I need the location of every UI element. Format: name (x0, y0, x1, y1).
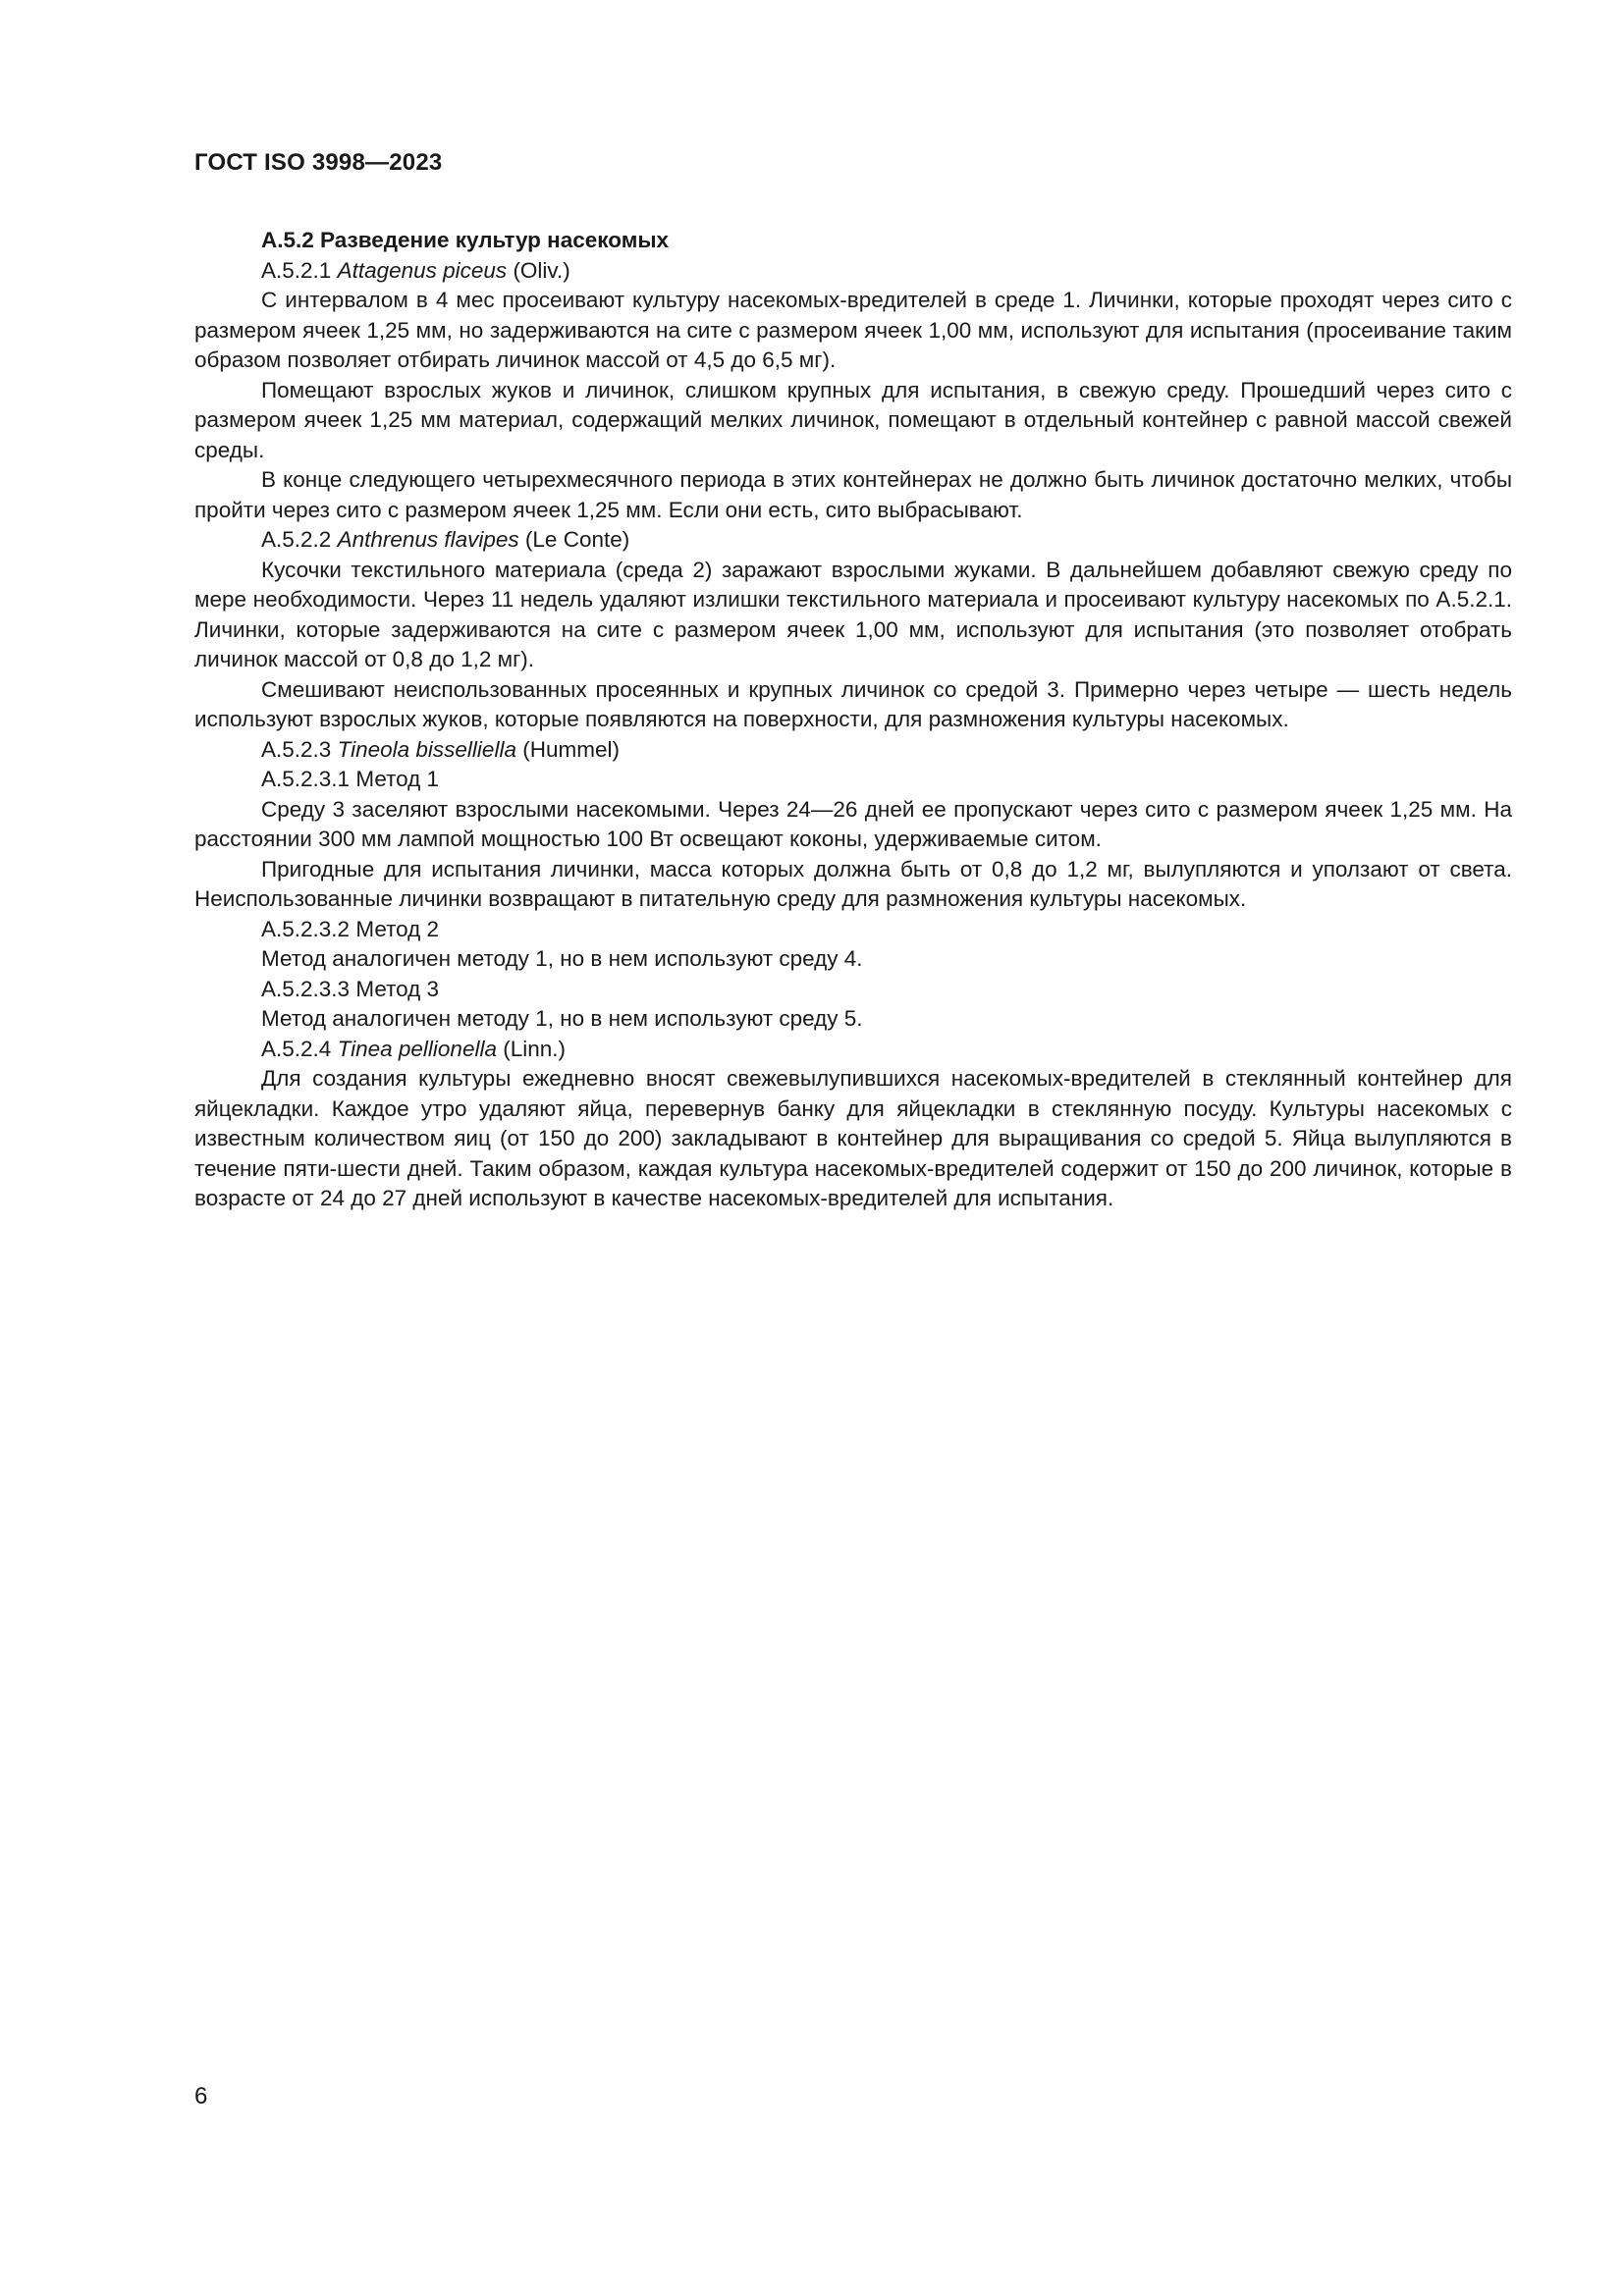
species-name: Anthrenus flavipes (337, 527, 519, 552)
paragraph: Пригодные для испытания личинки, масса которых должна быть от 0,8 до 1,2 мг, вылупляются и уползают от света. Неиспользованные личинки возвращают в питательную среду для размножения культуры насекомых. (194, 856, 1512, 911)
subsection-a521-heading (194, 256, 1512, 287)
species-name: Tineola bisselliella (337, 736, 516, 762)
paragraph: Кусочки текстильного материала (среда 2) заражают взрослыми жуками. В дальнейшем добавляют свежую среду по мере необходимости. Через 11 недель удаляют излишки текстильного материала и просеивают культуру насекомых по А.5.2.1. Личинки, которые задерживаются на сите с размером ячеек 1,00 мм, используют для испытания (это позволяет отобрать личинок массой от 0,8 до 1,2 мг). (194, 557, 1512, 671)
method-2-heading: А.5.2.3.2 Метод 2 (261, 916, 440, 941)
species-author: (Le Conte) (518, 527, 630, 552)
paragraph: Помещают взрослых жуков и личинок, слишком крупных для испытания, в свежую среду. Прошедший через сито с размером ячеек 1,25 мм материал, содержащий мелких личинок, помещают в отдельный контейнер с равной массой свежей среды. (194, 377, 1512, 462)
species-author: (Hummel) (515, 736, 620, 762)
document-body (194, 226, 1512, 1214)
paragraph: С интервалом в 4 мес просеивают культуру насекомых-вредителей в среде 1. Личинки, которые проходят через сито с размером ячеек 1,25 мм, но задерживаются на сите с размером ячеек 1,00 мм, используют для испытания (просеивание таким образом позволяет отбирать личинок массой от 4,5 до 6,5 мг). (194, 288, 1512, 372)
paragraph: Для создания культуры ежедневно вносят свежевылупившихся насекомых-вредителей в стеклянный контейнер для яйцекладки. Каждое утро удаляют яйца, перевернув банку для яйцекладки в стеклянную посуду. Культуры насекомых с известным количеством яиц (от 150 до 200) закладывают в контейнер для выращивания со средой 5. Яйца вылупляются в течение пяти-шести дней. Таким образом, каждая культура насекомых-вредителей содержит от 150 до 200 личинок, которые в возрасте от 24 до 27 дней используют в качестве насекомых-вредителей для испытания. (194, 1066, 1512, 1210)
subsection-a522-heading (194, 525, 1512, 556)
paragraph: В конце следующего четырехмесячного периода в этих контейнерах не должно быть личинок достаточно мелких, чтобы пройти через сито с размером ячеек 1,25 мм. Если они есть, сито выбрасывают. (194, 467, 1512, 522)
paragraph: Метод аналогичен методу 1, но в нем используют среду 5. (261, 1006, 863, 1031)
subsection-a523-heading (194, 735, 1512, 766)
subsection-number: А.5.2.3 (261, 736, 338, 762)
subsection-a524-heading (194, 1035, 1512, 1065)
species-author: (Linn.) (496, 1036, 567, 1061)
subsection-number: А.5.2.2 (261, 527, 338, 552)
paragraph: Среду 3 заселяют взрослыми насекомыми. Через 24—26 дней ее пропускают через сито с размером ячеек 1,25 мм. На расстоянии 300 мм лампой мощностью 100 Вт освещают коконы, удерживаемые ситом. (194, 796, 1512, 851)
document-code-header: ГОСТ ISO 3998—2023 (194, 149, 443, 176)
species-author: (Oliv.) (507, 257, 570, 283)
paragraph: Смешивают неиспользованных просеянных и крупных личинок со средой 3. Примерно через четыре — шесть недель используют взрослых жуков, которые появляются на поверхности, для размножения культуры насекомых. (194, 676, 1512, 731)
section-title: А.5.2 Разведение культур насекомых (261, 228, 670, 252)
species-name: Attagenus piceus (337, 257, 508, 283)
species-name: Tinea pellionella (337, 1036, 497, 1061)
subsection-number: А.5.2.1 (261, 257, 338, 283)
method-1-heading: А.5.2.3.1 Метод 1 (261, 767, 440, 791)
subsection-number: А.5.2.4 (261, 1036, 338, 1061)
method-3-heading: А.5.2.3.3 Метод 3 (261, 976, 440, 1001)
paragraph: Метод аналогичен методу 1, но в нем используют среду 4. (261, 946, 863, 971)
page-number: 6 (194, 2083, 208, 2109)
